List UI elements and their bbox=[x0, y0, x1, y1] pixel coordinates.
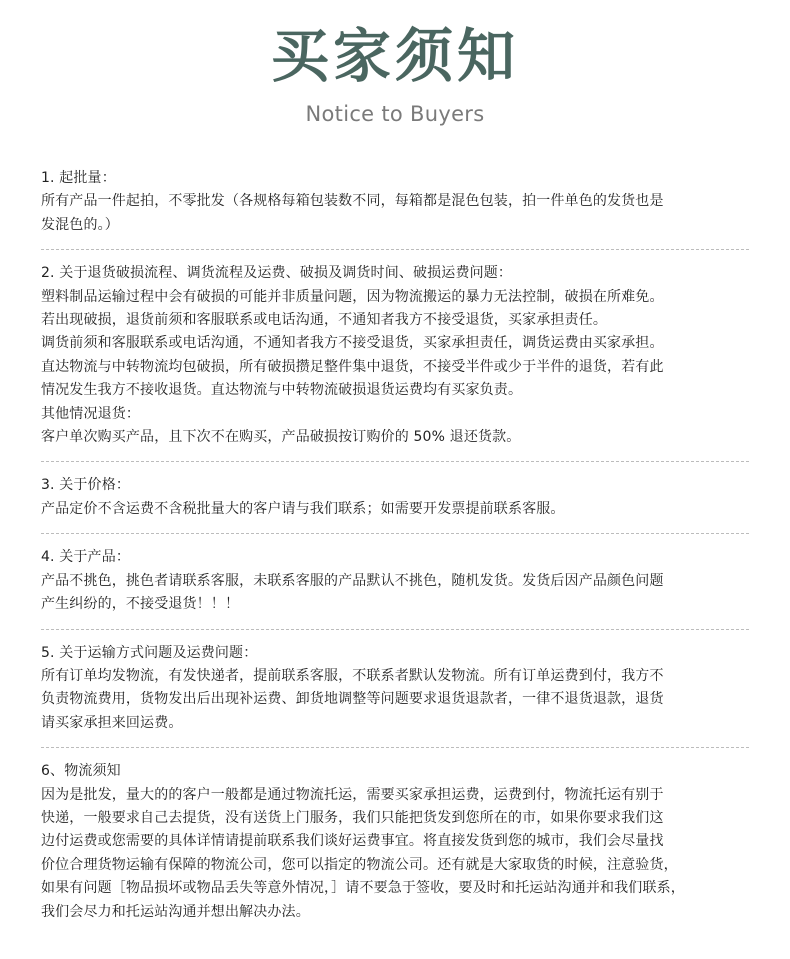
page-subtitle: Notice to Buyers bbox=[305, 102, 485, 126]
section-products bbox=[41, 546, 749, 629]
section-pricing bbox=[41, 474, 749, 534]
header bbox=[0, 0, 790, 126]
section-text: 产生纠纷的，不接受退货！！！ bbox=[41, 596, 240, 613]
section-text: 如果有问题［物品损坏或物品丢失等意外情况，］请不要急于签收，要及时和托运站沟通并和我们联系， bbox=[41, 880, 685, 897]
section-text: 边付运费或您需要的具体详情请提前联系我们谈好运费事宜。将直接发货到您的城市，我们会尽量找 bbox=[41, 833, 664, 850]
section-heading: 5. 关于运输方式问题及运费问题： bbox=[41, 644, 258, 661]
section-text: 价位合理货物运输有保障的物流公司，您可以指定的物流公司。还有就是大家取货的时候，注意验货， bbox=[41, 856, 678, 873]
section-text: 快递，一般要求自己去提货，没有送货上门服务，我们只能把货发到您所在的市，如果你要求我们这 bbox=[41, 809, 664, 826]
notice-content bbox=[41, 167, 749, 936]
section-text: 负责物流费用，货物发出后出现补运费、卸货地调整等问题要求退货退款者，一律不退货退款，退货 bbox=[41, 691, 664, 708]
section-text: 其他情况退货： bbox=[41, 405, 141, 422]
section-text: 我们会尽力和托运站沟通并想出解决办法。 bbox=[41, 903, 310, 920]
page-title: 买家须知 bbox=[270, 22, 519, 90]
section-text: 客户单次购买产品，且下次不在购买，产品破损按订购价的 50% 退还货款。 bbox=[41, 429, 521, 446]
section-text: 产品不挑色，挑色者请联系客服，未联系客服的产品默认不挑色，随机发货。发货后因产品颜色问题 bbox=[41, 572, 664, 589]
section-text: 调货前须和客服联系或电话沟通，不通知者我方不接受退货，买家承担责任，调货运费由买家承担。 bbox=[41, 335, 664, 352]
section-heading: 1. 起批量： bbox=[41, 170, 116, 186]
section-text: 情况发生我方不接收退货。直达物流与中转物流破损退货运费均有买家负责。 bbox=[41, 382, 523, 399]
section-heading: 3. 关于价格： bbox=[41, 477, 131, 494]
section-logistics bbox=[41, 760, 749, 936]
section-heading: 2. 关于退货破损流程、调货流程及运费、破损及调货时间、破损运费问题： bbox=[41, 265, 513, 282]
section-text: 直达物流与中转物流均包破损，所有破损攒足整件集中退货，不接受半件或少于半件的退货，若有此 bbox=[41, 358, 664, 375]
section-shipping-fees bbox=[41, 642, 749, 749]
section-heading: 4. 关于产品： bbox=[41, 549, 131, 566]
section-minimum-order bbox=[41, 167, 749, 250]
section-text: 所有订单均发物流，有发快递者，提前联系客服，不联系者默认发物流。所有订单运费到付，我方不 bbox=[41, 667, 664, 684]
section-returns-damage bbox=[41, 262, 749, 462]
section-text: 塑料制品运输过程中会有破损的可能并非质量问题，因为物流搬运的暴力无法控制，破损在所难免。 bbox=[41, 288, 664, 305]
section-text: 产品定价不含运费不含税批量大的客户请与我们联系；如需要开发票提前联系客服。 bbox=[41, 500, 565, 517]
section-text: 因为是批发，量大的的客户一般都是通过物流托运，需要买家承担运费，运费到付，物流托运有别于 bbox=[41, 786, 664, 803]
section-heading: 6、物流须知 bbox=[41, 763, 121, 780]
section-text: 若出现破损，退货前须和客服联系或电话沟通，不通知者我方不接受退货，买家承担责任。 bbox=[41, 312, 607, 329]
section-text: 请买家承担来回运费。 bbox=[41, 714, 183, 731]
section-text: 发混色的。） bbox=[41, 216, 119, 233]
section-text: 所有产品一件起拍，不零批发（各规格每箱包装数不同，每箱都是混色包装，拍一件单色的发货也是 bbox=[41, 193, 664, 210]
